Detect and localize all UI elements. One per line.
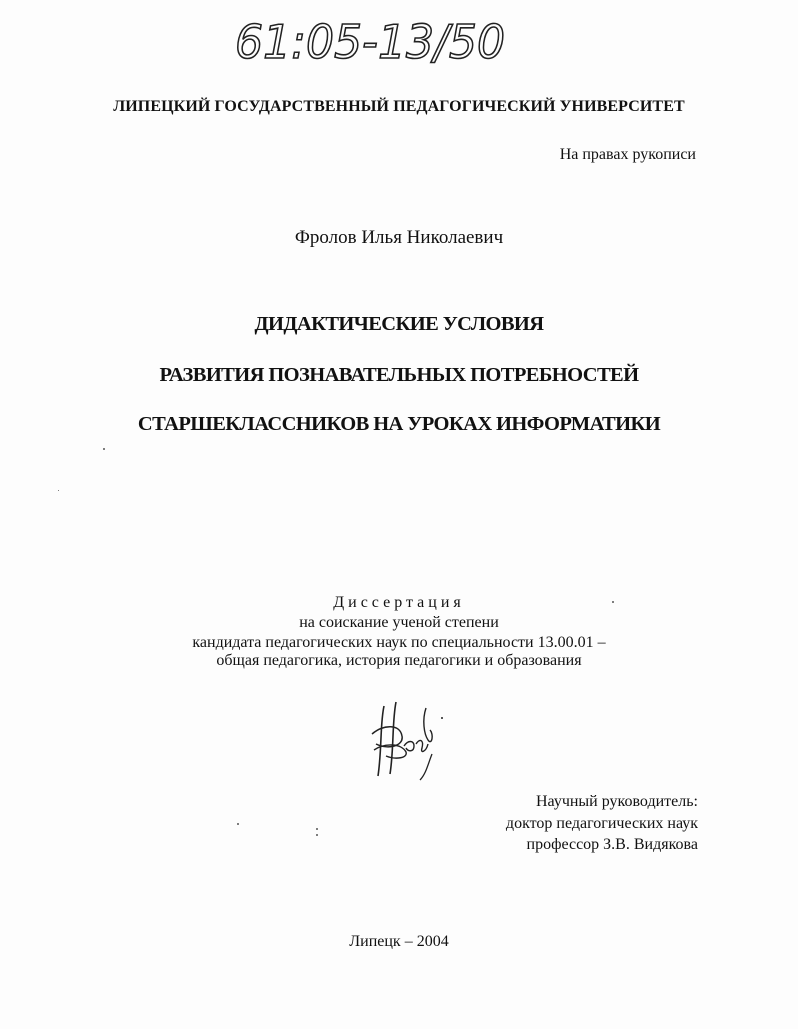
rights-note: На правах рукописи <box>559 146 696 163</box>
supervisor-line: доктор педагогических наук <box>505 815 698 832</box>
archive-number-text: 61:05-13/50 <box>235 15 505 69</box>
scan-speck <box>612 601 614 603</box>
work-type: Диссертация <box>333 594 465 611</box>
degree-line: на соискание ученой степени <box>299 614 499 631</box>
degree-line: кандидата педагогических наук по специальности 13.00.01 – <box>192 634 606 651</box>
scan-speck <box>103 448 105 450</box>
title-line: РАЗВИТИЯ ПОЗНАВАТЕЛЬНЫХ ПОТРЕБНОСТЕЙ <box>159 364 639 386</box>
signature <box>362 694 452 784</box>
degree-line: общая педагогика, история педагогики и образования <box>216 652 582 669</box>
supervisor-line: профессор З.В. Видякова <box>526 836 698 853</box>
supervisor-line: Научный руководитель: <box>535 793 698 810</box>
title-line: СТАРШЕКЛАССНИКОВ НА УРОКАХ ИНФОРМАТИКИ <box>137 413 661 435</box>
scan-speck <box>237 823 239 825</box>
author-name: Фролов Илья Николаевич <box>294 227 504 248</box>
city-year: Липецк – 2004 <box>349 933 449 950</box>
scan-speck <box>316 828 318 830</box>
scan-speck <box>58 490 59 491</box>
title-line: ДИДАКТИЧЕСКИЕ УСЛОВИЯ <box>254 313 544 335</box>
handwritten-archive-number <box>225 6 525 76</box>
scan-speck <box>316 834 318 836</box>
university-name: ЛИПЕЦКИЙ ГОСУДАРСТВЕННЫЙ ПЕДАГОГИЧЕСКИЙ УНИВЕРСИТЕТ <box>113 98 685 115</box>
